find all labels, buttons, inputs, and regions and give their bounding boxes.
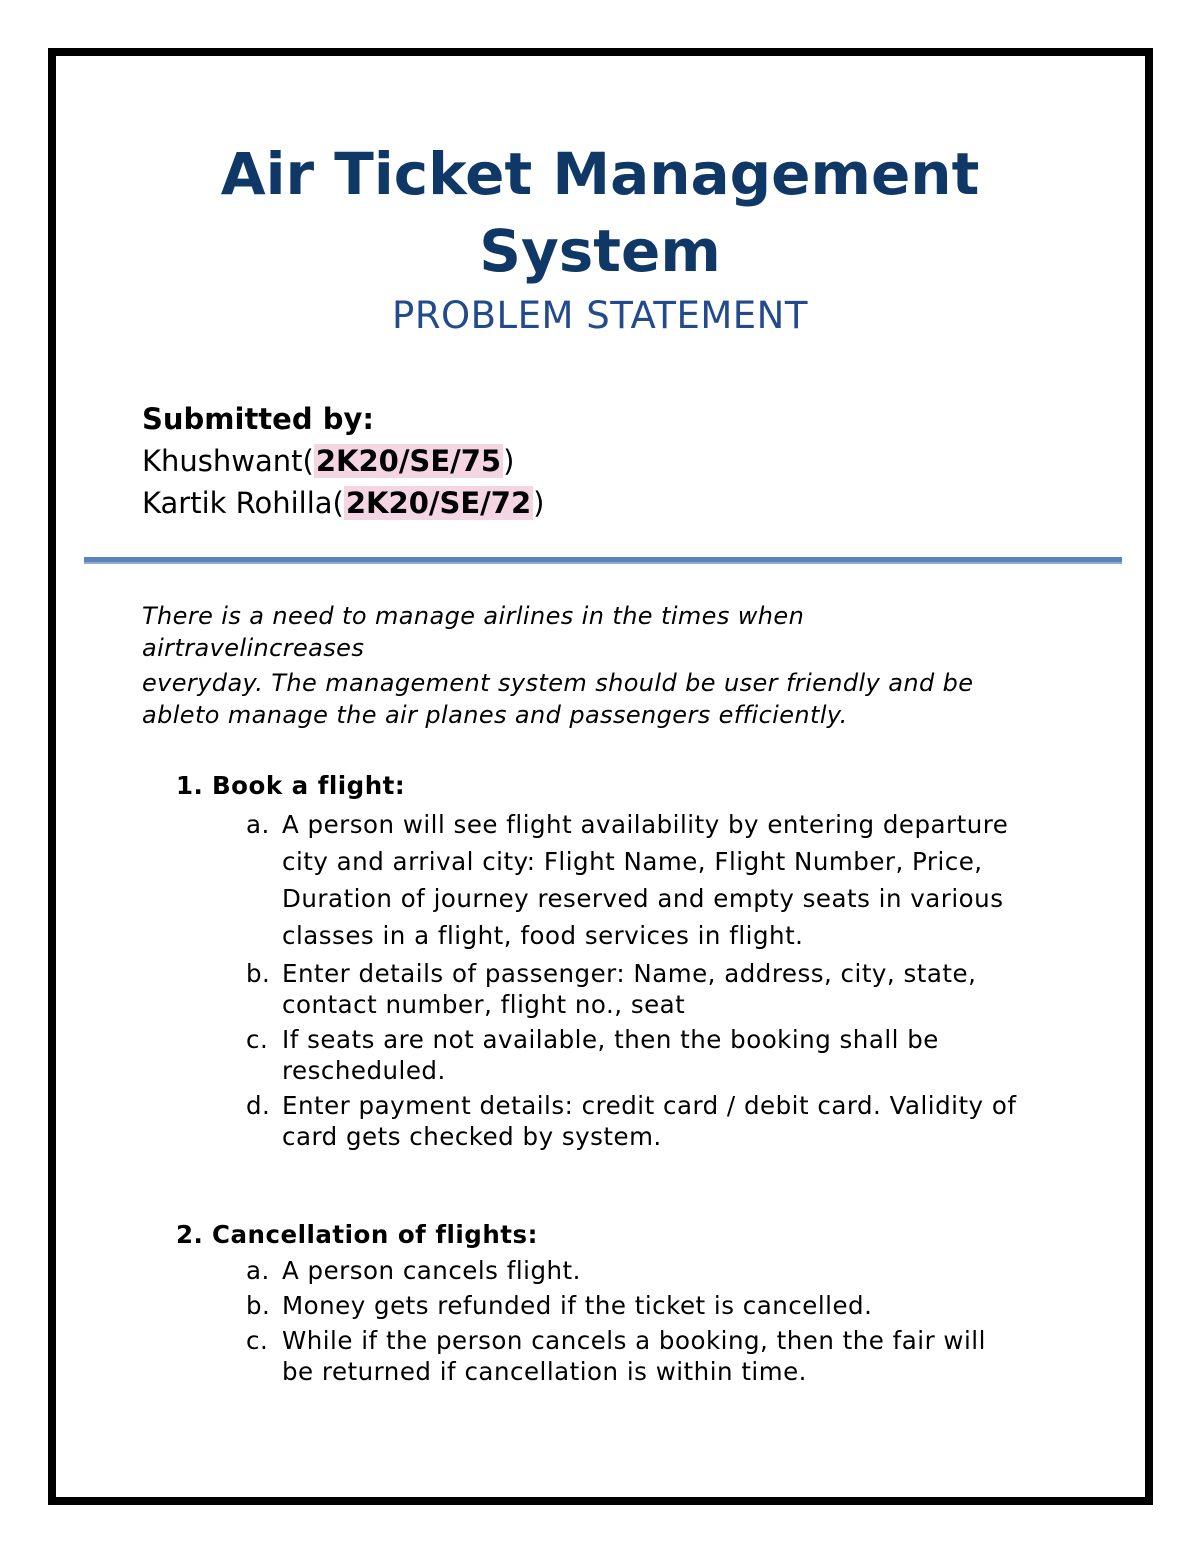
list-item-text: Enter details of passenger: Name, address, city, state, contact number, flight no., seat (282, 959, 977, 1019)
intro-line-2: everyday. The management system should be user friendly and be ableto manage the air planes and passengers efficiently. (142, 669, 974, 729)
intro-line-1: There is a need to manage airlines in the times when airtravelincreases (142, 602, 805, 662)
list-item (142, 1024, 1022, 1086)
list-item-letter: c. (246, 1326, 269, 1355)
list-item (142, 806, 1022, 954)
submitted-by-block (142, 398, 544, 524)
list-item-letter: b. (246, 1291, 271, 1320)
member-name: Kartik Rohilla( (142, 486, 344, 520)
document-title-line-2: System (479, 217, 721, 285)
member-2 (142, 482, 544, 524)
list-item-letter: d. (246, 1091, 271, 1120)
member-roll-number: 2K20/SE/72 (345, 486, 532, 520)
list-item-text: Money gets refunded if the ticket is cancelled. (282, 1291, 873, 1320)
section-heading-text: Book a flight: (212, 771, 406, 800)
member-close-paren: ) (503, 444, 515, 478)
member-close-paren: ) (533, 486, 545, 520)
section-book-flight (142, 770, 1022, 1152)
list-item (142, 1090, 1022, 1152)
list-item-letter: b. (246, 959, 271, 988)
section-heading-text: Cancellation of flights: (212, 1220, 538, 1249)
list-item (142, 1325, 1022, 1387)
list-item-text: A person will see flight availability by entering departure city and arrival city: Flight Name, Flight Number, Price, Duration of journey reserved and empty seats in various classes in a flight, food services in flight. (282, 810, 1009, 950)
list-item-letter: a. (246, 810, 270, 839)
member-roll-number: 2K20/SE/75 (315, 444, 502, 478)
list-item (142, 958, 1022, 1020)
list-item-letter: a. (246, 1256, 270, 1285)
member-1 (142, 440, 544, 482)
document-subtitle: PROBLEM STATEMENT (392, 294, 808, 337)
list-item-text: If seats are not available, then the booking shall be rescheduled. (282, 1025, 939, 1085)
intro-paragraph (142, 600, 1022, 731)
section-number: 2. (176, 1220, 204, 1249)
list-item-text: A person cancels flight. (282, 1256, 581, 1285)
list-item (142, 1255, 1022, 1286)
section-heading (142, 770, 1022, 802)
list-item-text: While if the person cancels a booking, then the fair will be returned if cancellation is within time. (282, 1326, 986, 1386)
member-name: Khushwant( (142, 444, 314, 478)
list-item (142, 1290, 1022, 1321)
section-number: 1. (176, 771, 204, 800)
list-item-text: Enter payment details: credit card / debit card. Validity of card gets checked by system. (282, 1091, 1017, 1151)
document-title-line-1: Air Ticket Management (220, 140, 980, 208)
section-cancellation (142, 1219, 1022, 1387)
submitted-by-label: Submitted by: (142, 402, 374, 436)
section-divider (84, 557, 1122, 564)
list-item-letter: c. (246, 1025, 269, 1054)
section-heading (142, 1219, 1022, 1251)
